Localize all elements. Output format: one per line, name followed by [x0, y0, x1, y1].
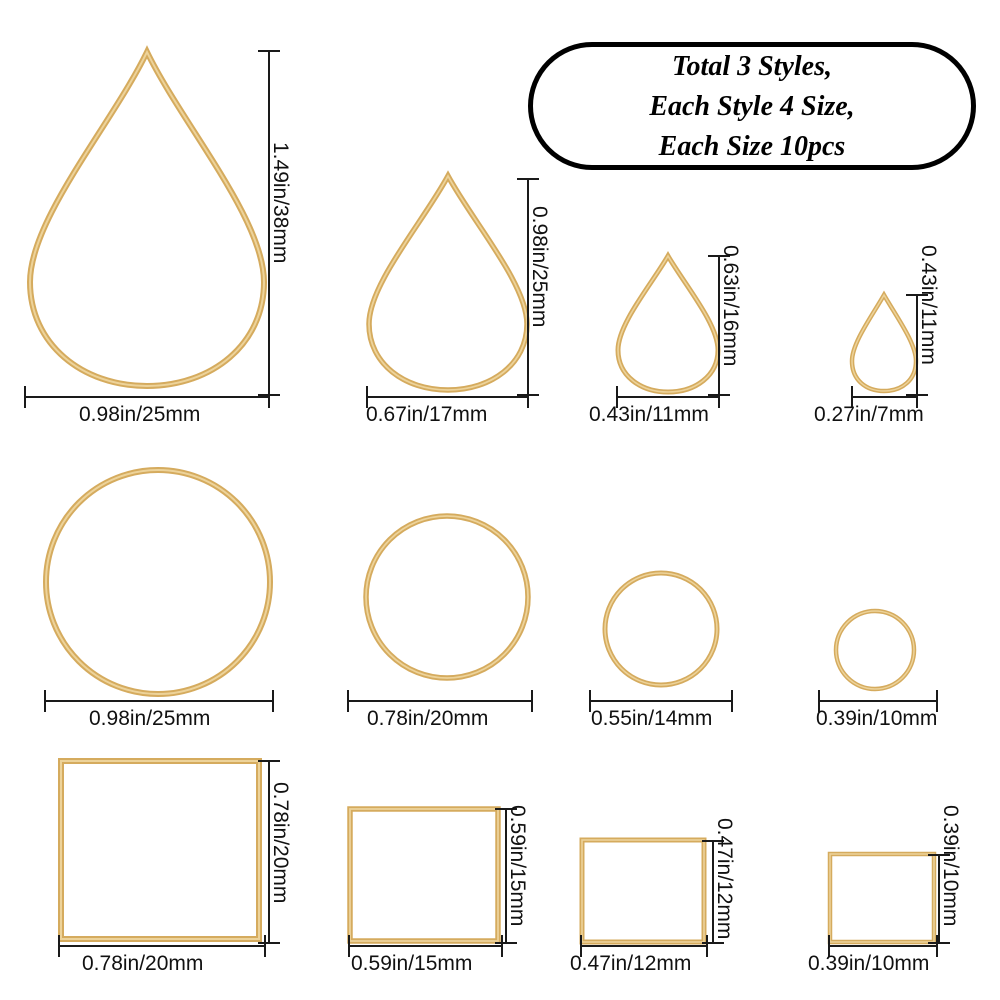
- badge-line-3: Each Size 10pcs: [658, 130, 846, 162]
- circle-item-2: [362, 512, 532, 682]
- circle-4-width-line: [818, 700, 938, 702]
- square-3-height-label: 0.47in/12mm: [713, 818, 736, 940]
- teardrop-1-width-tick-left: [24, 386, 26, 408]
- circle-2-width-tick-left: [347, 690, 349, 712]
- badge-line-2: Each Style 4 Size,: [649, 91, 855, 123]
- teardrop-shape-4: [848, 290, 920, 396]
- circle-item-3: [602, 570, 720, 688]
- square-2-width-tick-left: [348, 935, 350, 957]
- teardrop-1-height-tick-top: [258, 50, 280, 52]
- teardrop-shape-3: [613, 251, 723, 396]
- info-badge: [528, 42, 976, 170]
- circle-1-width-tick-left: [44, 690, 46, 712]
- square-3-width-label: 0.47in/12mm: [570, 952, 692, 975]
- teardrop-2-width-tick-right: [527, 386, 529, 408]
- teardrop-2-width-line: [366, 396, 529, 398]
- square-1-width-label: 0.78in/20mm: [82, 952, 204, 975]
- circle-1-width-label: 0.98in/25mm: [89, 707, 211, 730]
- square-2-width-tick-right: [501, 935, 503, 957]
- square-2-height-tick-bottom: [495, 942, 517, 944]
- square-2-width-line: [348, 945, 503, 947]
- square-item-2: [346, 805, 502, 945]
- square-shape-1: [57, 757, 263, 943]
- circle-3-width-line: [589, 700, 733, 702]
- square-4-width-tick-right: [936, 935, 938, 957]
- square-4-width-line: [828, 945, 938, 947]
- square-3-width-line: [580, 945, 708, 947]
- square-item-1: [57, 757, 263, 943]
- badge-line-1: Total 3 Styles,: [672, 51, 832, 83]
- circle-3-width-label: 0.55in/14mm: [591, 707, 713, 730]
- teardrop-4-width-label: 0.27in/7mm: [814, 403, 924, 426]
- square-1-height-label: 0.78in/20mm: [269, 782, 292, 904]
- square-1-height-tick-top: [258, 760, 280, 762]
- teardrop-4-height-label: 0.43in/11mm: [917, 245, 940, 365]
- circle-shape-2: [362, 512, 532, 682]
- square-3-width-tick-right: [706, 935, 708, 957]
- teardrop-1-width-tick-right: [268, 386, 270, 408]
- teardrop-3-height-label: 0.63in/16mm: [719, 245, 742, 367]
- circle-2-width-label: 0.78in/20mm: [367, 707, 489, 730]
- circle-2-width-line: [347, 700, 533, 702]
- square-shape-2: [346, 805, 502, 945]
- teardrop-2-height-label: 0.98in/25mm: [528, 206, 551, 328]
- circle-3-width-tick-right: [731, 690, 733, 712]
- teardrop-2-height-tick-top: [517, 178, 539, 180]
- square-1-width-tick-left: [58, 935, 60, 957]
- teardrop-2-width-label: 0.67in/17mm: [366, 403, 488, 426]
- teardrop-1-width-label: 0.98in/25mm: [79, 403, 201, 426]
- teardrop-3-width-tick-right: [718, 386, 720, 408]
- circle-1-width-line: [44, 700, 274, 702]
- square-1-width-line: [58, 945, 266, 947]
- square-2-width-label: 0.59in/15mm: [351, 952, 473, 975]
- square-item-3: [578, 836, 708, 946]
- circle-2-width-tick-right: [531, 690, 533, 712]
- teardrop-shape-2: [363, 170, 533, 396]
- teardrop-item-2: [363, 170, 533, 396]
- teardrop-4-width-line: [851, 396, 918, 398]
- circle-1-width-tick-right: [272, 690, 274, 712]
- square-1-width-tick-right: [264, 935, 266, 957]
- teardrop-item-3: [613, 251, 723, 396]
- teardrop-item-4: [848, 290, 920, 396]
- square-shape-4: [826, 850, 938, 946]
- teardrop-shape-1: [22, 44, 272, 394]
- square-shape-3: [578, 836, 708, 946]
- square-2-height-label: 0.59in/15mm: [506, 805, 529, 927]
- square-1-height-tick-bottom: [258, 942, 280, 944]
- square-item-4: [826, 850, 938, 946]
- square-4-width-label: 0.39in/10mm: [808, 952, 930, 975]
- square-4-height-tick-bottom: [928, 942, 950, 944]
- circle-item-1: [42, 466, 274, 698]
- circle-shape-1: [42, 466, 274, 698]
- circle-shape-4: [833, 608, 917, 692]
- square-4-height-label: 0.39in/10mm: [939, 805, 962, 927]
- circle-item-4: [833, 608, 917, 692]
- teardrop-1-height-label: 1.49in/38mm: [269, 142, 292, 264]
- teardrop-3-width-line: [616, 396, 720, 398]
- teardrop-item-1: [22, 44, 272, 394]
- teardrop-3-width-label: 0.43in/11mm: [589, 403, 709, 426]
- circle-shape-3: [602, 570, 720, 688]
- teardrop-1-width-line: [24, 396, 270, 398]
- circle-4-width-label: 0.39in/10mm: [816, 707, 938, 730]
